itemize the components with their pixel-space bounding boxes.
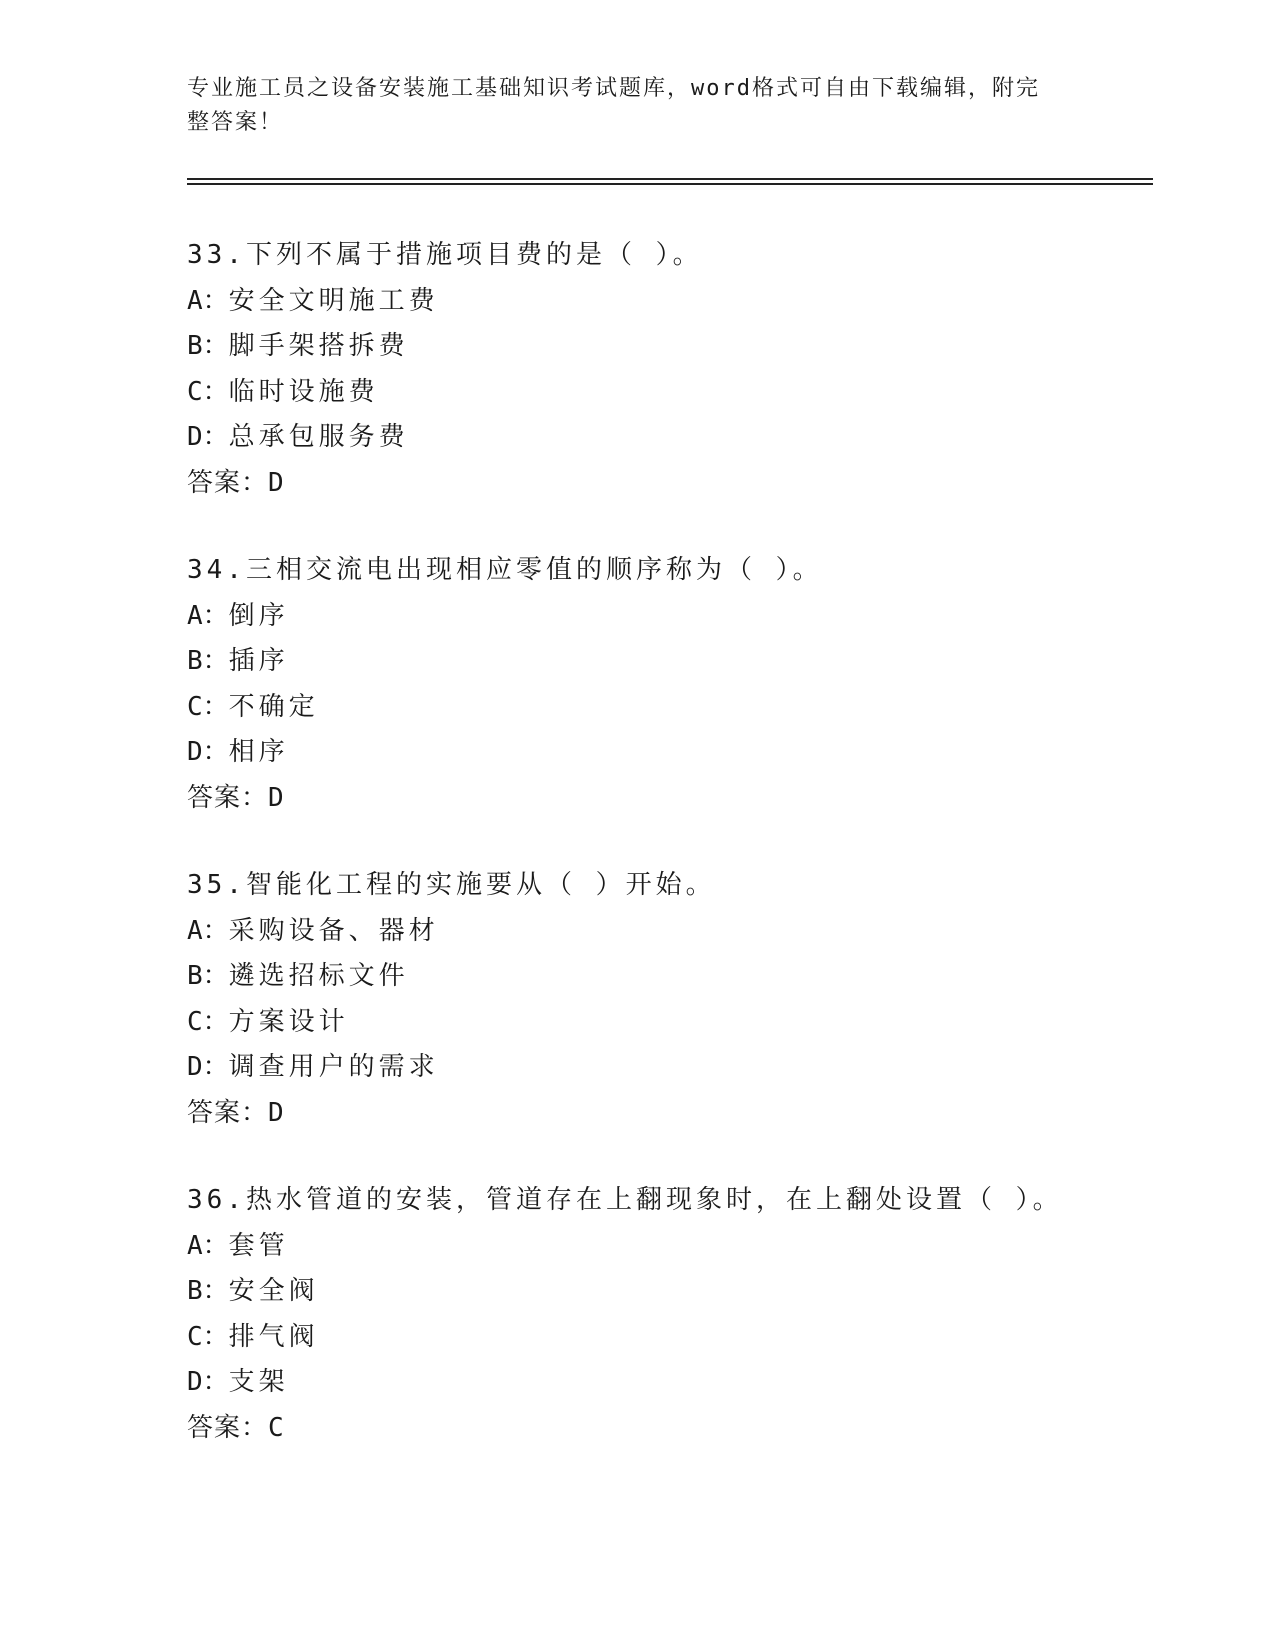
question-34 bbox=[187, 548, 1147, 821]
answer-value: D bbox=[268, 1097, 285, 1128]
option-letter: C： bbox=[187, 691, 229, 722]
option-text: 临时设施费 bbox=[228, 376, 379, 407]
option-a bbox=[187, 1224, 1147, 1270]
option-text: 支架 bbox=[228, 1367, 289, 1397]
option-letter: D： bbox=[187, 422, 229, 452]
option-a bbox=[187, 909, 1147, 955]
question-title: 34.三相交流电出现相应零值的顺序称为（ ）。 bbox=[187, 555, 823, 585]
option-text: 调查用户的需求 bbox=[228, 1052, 439, 1082]
option-b bbox=[187, 639, 1147, 685]
option-text: 总承包服务费 bbox=[228, 422, 409, 452]
question-36 bbox=[187, 1178, 1147, 1451]
option-d bbox=[187, 1045, 1147, 1091]
option-b bbox=[187, 1269, 1147, 1315]
option-a bbox=[187, 279, 1147, 325]
option-letter: D： bbox=[187, 1367, 229, 1397]
option-letter: C： bbox=[187, 1006, 229, 1037]
option-b bbox=[187, 324, 1147, 370]
option-text: 脚手架搭拆费 bbox=[228, 331, 409, 361]
question-title: 33.下列不属于措施项目费的是（ ）。 bbox=[187, 240, 703, 270]
option-text: 排气阀 bbox=[228, 1321, 319, 1352]
option-text: 相序 bbox=[228, 737, 289, 767]
answer-value: C bbox=[268, 1412, 285, 1443]
option-d bbox=[187, 1360, 1147, 1406]
option-c bbox=[187, 1000, 1147, 1046]
document-header bbox=[187, 72, 1067, 140]
header-line-1: 专业施工员之设备安装施工基础知识考试题库，word格式可自由下载编辑，附完 bbox=[187, 76, 1040, 101]
answer-label: 答案： bbox=[187, 782, 269, 813]
option-text: 采购设备、器材 bbox=[228, 915, 439, 946]
option-letter: D： bbox=[187, 737, 229, 767]
option-letter: B： bbox=[187, 331, 229, 361]
option-text: 倒序 bbox=[228, 600, 289, 631]
option-text: 不确定 bbox=[228, 691, 319, 722]
answer-line bbox=[187, 461, 1147, 507]
option-d bbox=[187, 415, 1147, 461]
answer-label: 答案： bbox=[187, 1097, 269, 1128]
question-35 bbox=[187, 863, 1147, 1136]
option-b bbox=[187, 954, 1147, 1000]
header-line-2: 整答案！ bbox=[187, 110, 284, 135]
option-text: 遴选招标文件 bbox=[228, 961, 409, 991]
answer-line bbox=[187, 776, 1147, 822]
answer-label: 答案： bbox=[187, 467, 269, 498]
option-letter: A： bbox=[187, 285, 229, 316]
header-divider-top bbox=[187, 178, 1153, 180]
option-letter: C： bbox=[187, 376, 229, 407]
option-d bbox=[187, 730, 1147, 776]
option-letter: C： bbox=[187, 1321, 229, 1352]
answer-value: D bbox=[268, 467, 285, 498]
option-text: 安全阀 bbox=[228, 1276, 319, 1306]
option-letter: B： bbox=[187, 646, 229, 676]
option-text: 方案设计 bbox=[228, 1006, 349, 1037]
option-letter: B： bbox=[187, 1276, 229, 1306]
option-c bbox=[187, 685, 1147, 731]
question-title: 35.智能化工程的实施要从（ ）开始。 bbox=[187, 870, 716, 900]
option-text: 安全文明施工费 bbox=[228, 285, 439, 316]
question-33 bbox=[187, 233, 1147, 506]
option-text: 插序 bbox=[228, 646, 289, 676]
option-letter: A： bbox=[187, 1230, 229, 1261]
option-letter: D： bbox=[187, 1052, 229, 1082]
answer-line bbox=[187, 1406, 1147, 1452]
answer-line bbox=[187, 1091, 1147, 1137]
option-c bbox=[187, 370, 1147, 416]
option-a bbox=[187, 594, 1147, 640]
option-c bbox=[187, 1315, 1147, 1361]
option-text: 套管 bbox=[228, 1230, 289, 1261]
answer-value: D bbox=[268, 782, 285, 813]
answer-label: 答案： bbox=[187, 1412, 269, 1443]
option-letter: A： bbox=[187, 600, 229, 631]
option-letter: B： bbox=[187, 961, 229, 991]
question-title: 36.热水管道的安装，管道存在上翻现象时，在上翻处设置（ ）。 bbox=[187, 1185, 1063, 1215]
header-divider-bottom bbox=[187, 183, 1153, 185]
option-letter: A： bbox=[187, 915, 229, 946]
